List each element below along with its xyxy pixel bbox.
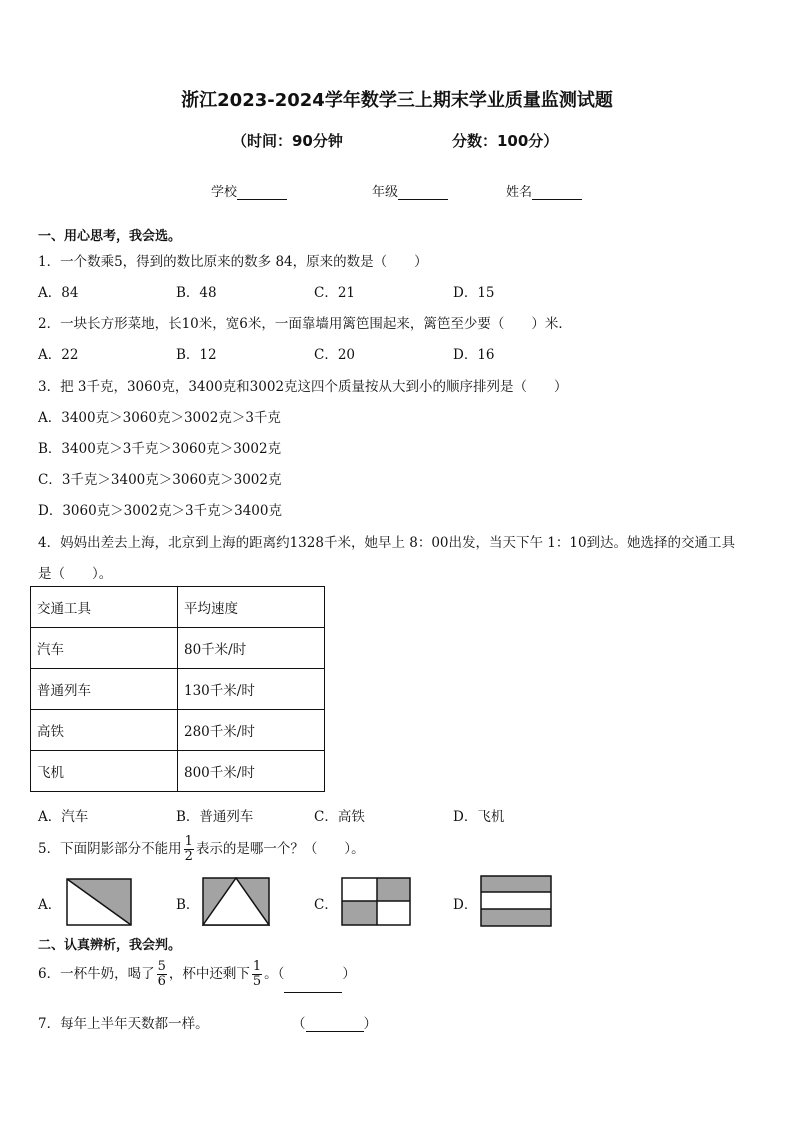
exam-title: 浙江2023-2024学年数学三上期末学业质量监测试题: [181, 90, 613, 111]
table-row: [31, 628, 325, 669]
fraction-one-half: $\frac{1}{2}$: [184, 834, 193, 864]
speed-table: [30, 586, 325, 792]
table-row: [31, 710, 325, 751]
q3-option-a[interactable]: A．3400克＞3060克＞3002克＞3千克: [38, 410, 281, 426]
question-4-line-2: 是（ ）。: [38, 566, 113, 582]
q2-option-d[interactable]: D．16: [453, 347, 495, 363]
name-field: [506, 181, 582, 200]
table-cell: 80千米/时: [178, 628, 325, 669]
school-label: 学校: [211, 185, 238, 200]
q4-option-c[interactable]: C．高铁: [314, 809, 365, 825]
table-header-cell: 平均速度: [178, 587, 325, 628]
section-2-heading: 二、认真辨析，我会判。: [38, 938, 182, 953]
question-2: 2．一块长方形菜地，长10米，宽6米，一面靠墙用篱笆围起来，篱笆至少要（ ）米．: [38, 316, 572, 332]
q6-answer-blank[interactable]: [284, 979, 342, 993]
question-5: [38, 834, 365, 864]
question-4-line-1: 4．妈妈出差去上海，北京到上海的距离约1328千米，她早上 8：00出发，当天下午 1：10到达。她选择的交通工具: [38, 535, 736, 551]
q5-option-b-label[interactable]: B．: [176, 897, 200, 913]
table-header-cell: 交通工具: [31, 587, 178, 628]
table-cell: 汽车: [31, 628, 178, 669]
grade-blank[interactable]: [398, 187, 448, 200]
table-cell: 130千米/时: [178, 669, 325, 710]
q3-option-c[interactable]: C．3千克＞3400克＞3060克＞3002克: [38, 472, 282, 488]
q2-option-a[interactable]: A．22: [38, 347, 79, 363]
q5-option-d-label[interactable]: D．: [453, 897, 478, 913]
grade-field: [372, 181, 448, 200]
q1-option-a[interactable]: A．84: [38, 285, 79, 301]
q4-option-d[interactable]: D．飞机: [453, 809, 505, 825]
q3-option-b[interactable]: B．3400克＞3千克＞3060克＞3002克: [38, 441, 282, 457]
q5-figure-a[interactable]: [66, 878, 132, 926]
section-1-heading: 一、用心思考，我会选。: [38, 229, 182, 244]
fraction-five-sixths: $\frac{5}{6}$: [157, 959, 166, 989]
table-cell: 普通列车: [31, 669, 178, 710]
q5-figure-b[interactable]: [202, 877, 270, 926]
q4-option-a[interactable]: A．汽车: [38, 809, 89, 825]
q1-option-c[interactable]: C．21: [314, 285, 356, 301]
question-3: 3．把 3千克，3060克，3400克和3002克这四个质量按从大到小的顺序排列是（ ）: [38, 379, 568, 395]
shaded-top-right: [377, 878, 410, 901]
q2-option-b[interactable]: B．12: [176, 347, 217, 363]
table-header-row: [31, 587, 325, 628]
q7-answer: [292, 1012, 377, 1032]
q6-text-b: ，杯中还剩下: [168, 966, 250, 982]
school-field: [211, 181, 287, 200]
shaded-bottom-strip: [481, 909, 551, 926]
q4-option-b[interactable]: B．普通列车: [176, 809, 254, 825]
table-cell: 飞机: [31, 751, 178, 792]
table-cell: 高铁: [31, 710, 178, 751]
question-7: 7．每年上半年天数都一样。: [38, 1016, 209, 1032]
q7-paren-close: ）: [363, 1016, 377, 1032]
q1-option-d[interactable]: D．15: [453, 285, 495, 301]
q5-figure-d[interactable]: [480, 875, 552, 927]
time-info: （时间：90分钟: [232, 132, 343, 150]
table-cell: 280千米/时: [178, 710, 325, 751]
q6-text-a: 6．一杯牛奶，喝了: [38, 966, 155, 982]
school-blank[interactable]: [237, 187, 287, 200]
fraction-one-fifth: $\frac{1}{5}$: [252, 959, 262, 989]
score-info: 分数：100分）: [452, 132, 559, 150]
q5-text-before: 5．下面阴影部分不能用: [38, 841, 182, 857]
shaded-bottom-left: [342, 901, 377, 925]
q7-answer-blank[interactable]: [306, 1018, 364, 1032]
q6-text-c: 。（: [264, 966, 285, 982]
q5-figure-c[interactable]: [341, 877, 411, 926]
question-1: 1．一个数乘5，得到的数比原来的数多 84，原来的数是（ ）: [38, 254, 428, 270]
shaded-top-strip: [481, 876, 551, 892]
name-blank[interactable]: [532, 187, 582, 200]
name-label: 姓名: [506, 185, 533, 200]
q1-option-b[interactable]: B．48: [176, 285, 217, 301]
q3-option-d[interactable]: D．3060克＞3002克＞3千克＞3400克: [38, 503, 282, 519]
question-6: [38, 955, 356, 993]
q6-text-d: ）: [342, 966, 356, 982]
table-row: [31, 751, 325, 792]
grade-label: 年级: [372, 185, 399, 200]
table-cell: 800千米/时: [178, 751, 325, 792]
q7-paren-open: （: [292, 1016, 306, 1032]
q2-option-c[interactable]: C．20: [314, 347, 356, 363]
q5-text-after: 表示的是哪一个？（ ）。: [195, 841, 365, 857]
table-row: [31, 669, 325, 710]
q5-option-a-label[interactable]: A．: [38, 897, 62, 913]
q5-option-c-label[interactable]: C．: [314, 897, 338, 913]
